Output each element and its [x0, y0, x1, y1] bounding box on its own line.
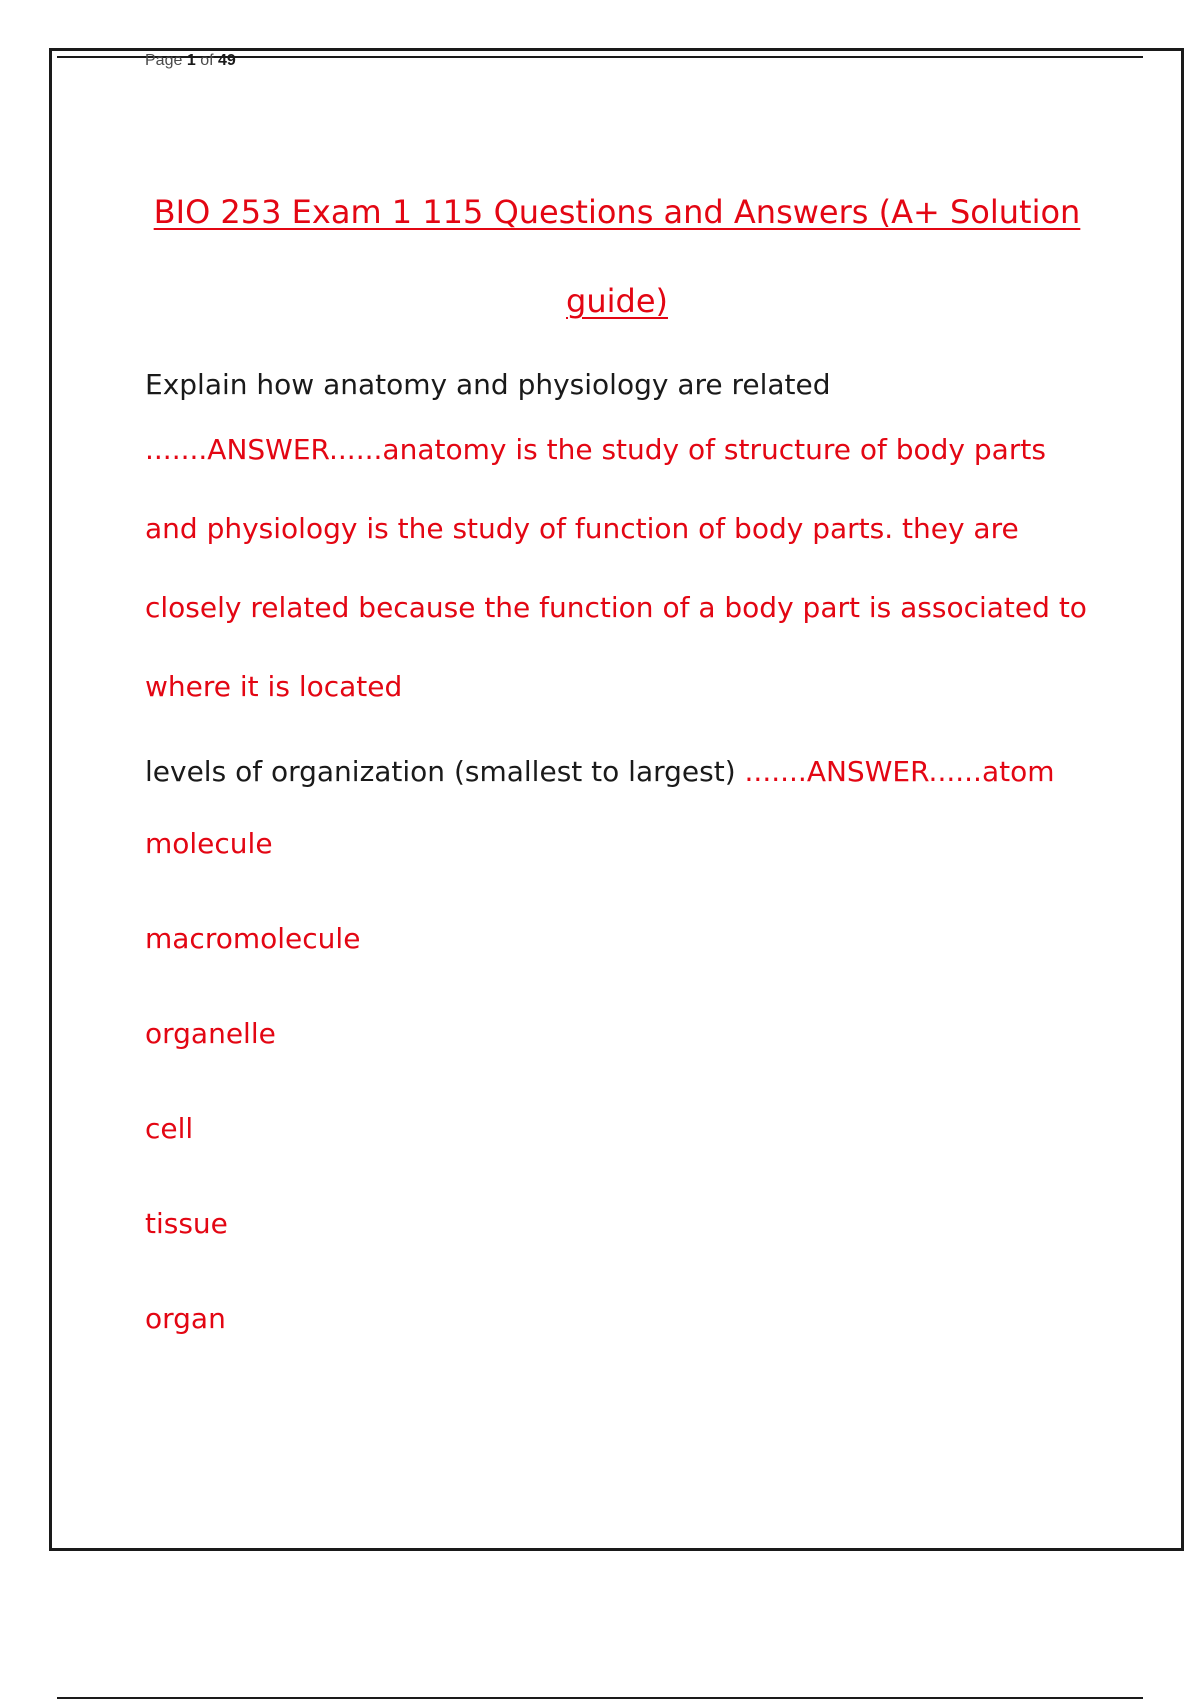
- question-2-line: [145, 742, 1095, 792]
- page-number: [145, 52, 236, 70]
- page-current: 1: [186, 52, 196, 69]
- list-item: molecule: [145, 827, 273, 860]
- page-total: 49: [217, 52, 236, 69]
- question-2: levels of organization (smallest to largest): [145, 755, 736, 788]
- list-item: tissue: [145, 1207, 228, 1240]
- answer-1: .......ANSWER......anatomy is the study of structure of body parts and physiology is the study of function of body parts. they are closely related because the function of a body part is associated to where it is located: [145, 433, 1087, 703]
- list-item: organelle: [145, 1017, 276, 1050]
- footer-rule: [57, 1697, 1143, 1699]
- list-item: macromolecule: [145, 922, 361, 955]
- answer-2-list: [145, 796, 1095, 1366]
- list-item: cell: [145, 1112, 194, 1145]
- list-item: organ: [145, 1302, 226, 1335]
- answer-2-inline: .......ANSWER......atom: [744, 755, 1055, 788]
- page-of: of: [200, 52, 214, 69]
- document-title: BIO 253 Exam 1 115 Questions and Answers (A+ Solution guide): [153, 193, 1081, 320]
- question-1: Explain how anatomy and physiology are related: [145, 368, 831, 401]
- page-label: Page: [145, 52, 183, 69]
- qa-content: [145, 360, 1095, 1366]
